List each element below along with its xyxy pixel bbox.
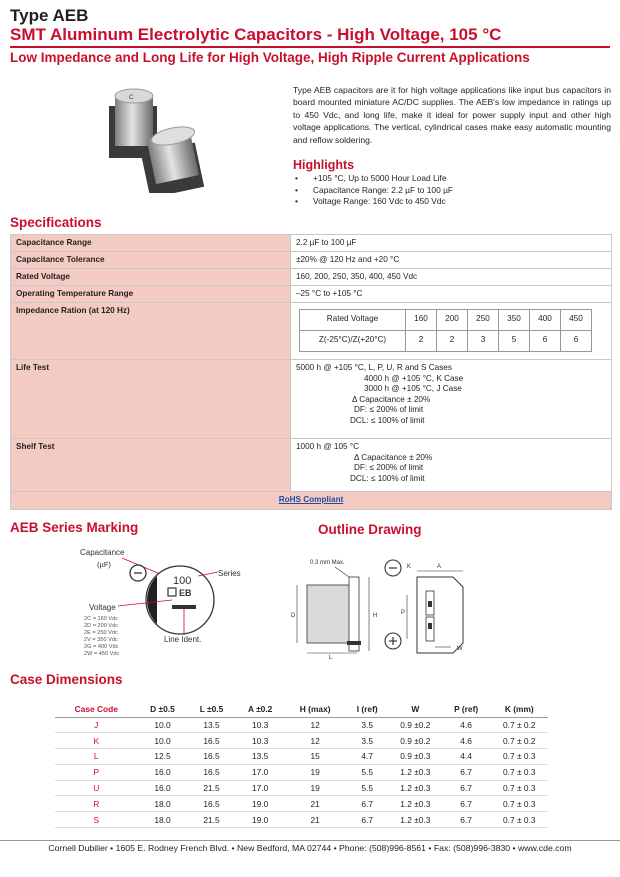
- spec-key: Operating Temperature Range: [11, 286, 291, 303]
- table-cell: 19: [285, 764, 346, 780]
- table-row: [11, 492, 612, 510]
- outline-drawing: [285, 555, 605, 660]
- table-cell: 1.2 ±0.3: [389, 812, 442, 828]
- intro-paragraph: Type AEB capacitors are it for high voltage applications like input bus capacitors in board mounted miniature AC/DC supplies. The AEB's low impedance in ratings up to 450 Vdc, and long life, make it ideal for power supply input and other high voltage applications. The vertical, cylindrical cases make easy automatic mounting and reflow soldering.: [293, 85, 611, 145]
- life-line: DF: ≤ 200% of limit: [354, 405, 424, 415]
- spec-value: 160, 200, 250, 350, 400, 450 Vdc: [291, 269, 612, 286]
- table-cell: 0.7 ± 0.3: [491, 812, 548, 828]
- dim-l: L: [329, 655, 333, 660]
- table-cell: 0.9 ±0.2: [389, 733, 442, 749]
- table-row: [11, 286, 612, 303]
- life-line: 5000 h @ +105 °C, L, P, U, R and S Cases: [296, 363, 452, 372]
- dim-a: A: [437, 564, 442, 570]
- table-row: [55, 764, 548, 780]
- table-cell: 16.5: [187, 733, 235, 749]
- table-row: [11, 269, 612, 286]
- table-cell: 6.7: [442, 812, 491, 828]
- voltage-label: Voltage: [89, 603, 116, 612]
- table-cell: 19.0: [235, 796, 284, 812]
- table-row: [11, 303, 612, 360]
- table-cell: 21.5: [187, 812, 235, 828]
- table-cell: 12: [285, 717, 346, 733]
- column-header: D ±0.5: [138, 701, 188, 717]
- page-subtitle: Low Impedance and Long Life for High Voltage, High Ripple Current Applications: [10, 50, 530, 65]
- table-cell: 18.0: [138, 812, 188, 828]
- table-cell: 4.7: [345, 749, 389, 765]
- rohs-link[interactable]: RoHS Compliant: [278, 495, 344, 504]
- table-cell: 0.7 ± 0.2: [491, 717, 548, 733]
- table-cell: 10.3: [235, 733, 284, 749]
- column-header: A ±0.2: [235, 701, 284, 717]
- voltage-code: 2V = 350 Vdc: [84, 637, 118, 643]
- impedance-head-label: Rated Voltage: [300, 310, 406, 331]
- impedance-voltage: 450: [561, 310, 592, 331]
- column-header: W: [389, 701, 442, 717]
- voltage-code: 2C = 160 Vdc: [84, 616, 119, 622]
- spec-value: ±20% @ 120 Hz and +20 °C: [291, 252, 612, 269]
- table-row: [55, 812, 548, 828]
- impedance-value: 2: [406, 331, 437, 352]
- table-cell: 12: [285, 733, 346, 749]
- table-cell: 0.7 ± 0.3: [491, 780, 548, 796]
- table-cell: 6.7: [442, 780, 491, 796]
- spec-key: Life Test: [11, 360, 291, 439]
- dim-k: K: [407, 564, 412, 570]
- list-item: • +105 °C, Up to 5000 Hour Load Life: [293, 173, 453, 185]
- impedance-voltage: 160: [406, 310, 437, 331]
- column-header: Case Code: [55, 701, 138, 717]
- impedance-voltage: 200: [437, 310, 468, 331]
- table-cell: 0.7 ± 0.3: [491, 749, 548, 765]
- capacitor-photo: [105, 78, 220, 193]
- table-cell: 0.7 ± 0.3: [491, 796, 548, 812]
- highlights-title: Highlights: [293, 158, 355, 172]
- table-cell: 10.0: [138, 733, 188, 749]
- table-row: [11, 360, 612, 439]
- product-type: Type AEB: [10, 6, 89, 25]
- column-header: I (ref): [345, 701, 389, 717]
- table-cell: 3.5: [345, 733, 389, 749]
- dim-h: H: [373, 613, 378, 619]
- life-line: Δ Capacitance ± 20%: [352, 394, 431, 404]
- impedance-value: 3: [468, 331, 499, 352]
- dim-p: P: [401, 610, 406, 616]
- impedance-voltage: 400: [530, 310, 561, 331]
- table-cell: 18.0: [138, 796, 188, 812]
- table-cell: 5.5: [345, 764, 389, 780]
- table-cell: 0.9 ±0.2: [389, 717, 442, 733]
- specifications-table: [10, 234, 612, 510]
- title-underline: [10, 46, 610, 48]
- dim-w: W: [457, 646, 463, 652]
- table-cell: 17.0: [235, 764, 284, 780]
- voltage-code: 2D = 200 Vdc: [84, 623, 119, 629]
- list-item: • Capacitance Range: 2.2 µF to 100 µF: [293, 185, 453, 197]
- table-row: [11, 252, 612, 269]
- dim-d: D: [291, 613, 296, 619]
- spec-value: [291, 439, 612, 492]
- case-bottom-view: [417, 577, 463, 653]
- table-row: [55, 717, 548, 733]
- table-row: [55, 749, 548, 765]
- column-header: P (ref): [442, 701, 491, 717]
- rohs-cell: [11, 492, 612, 510]
- spec-key: Rated Voltage: [11, 269, 291, 286]
- case-code-cell: R: [55, 796, 138, 812]
- voltage-code: 2E = 250 Vdc: [84, 630, 118, 636]
- column-header: H (max): [285, 701, 346, 717]
- spec-value: –25 °C to +105 °C: [291, 286, 612, 303]
- case-dimensions-table: [55, 701, 548, 828]
- page-title: SMT Aluminum Electrolytic Capacitors - High Voltage, 105 °C: [10, 25, 502, 44]
- column-header: K (mm): [491, 701, 548, 717]
- table-cell: 10.0: [138, 717, 188, 733]
- table-row: [300, 310, 592, 331]
- spec-value: [291, 303, 612, 360]
- series-label: Series: [218, 569, 241, 578]
- table-cell: 4.6: [442, 733, 491, 749]
- table-cell: 17.0: [235, 780, 284, 796]
- table-cell: 13.5: [187, 717, 235, 733]
- specifications-title: Specifications: [10, 215, 102, 230]
- table-cell: 0.7 ± 0.2: [491, 733, 548, 749]
- footer: Cornell Dubilier • 1605 E. Rodney French Blvd. • New Bedford, MA 02744 • Phone: (508)996-8561 • Fax: (508)996-3830 • www.cde.com: [48, 843, 572, 853]
- marking-diagram: [60, 542, 270, 667]
- table-header-row: [55, 701, 548, 717]
- table-cell: 16.5: [187, 749, 235, 765]
- life-line: DCL: ≤ 100% of limit: [350, 415, 425, 425]
- list-item: • Voltage Range: 160 Vdc to 450 Vdc: [293, 196, 453, 208]
- max-note: 0.3 mm Max.: [310, 560, 345, 566]
- voltage-code: 2G = 400 Vdc: [84, 644, 119, 650]
- capacitance-unit: (µF): [97, 560, 111, 569]
- impedance-value: 2: [437, 331, 468, 352]
- table-row: [55, 733, 548, 749]
- capacitance-label: Capacitance: [80, 548, 125, 557]
- spec-key: Capacitance Tolerance: [11, 252, 291, 269]
- table-cell: 16.0: [138, 780, 188, 796]
- table-cell: 16.0: [138, 764, 188, 780]
- case-code-cell: U: [55, 780, 138, 796]
- outline-title: Outline Drawing: [318, 522, 422, 537]
- impedance-row-label: Z(-25°C)/Z(+20°C): [300, 331, 406, 352]
- table-cell: 1.2 ±0.3: [389, 764, 442, 780]
- column-header: L ±0.5: [187, 701, 235, 717]
- table-row: [300, 331, 592, 352]
- life-line: 4000 h @ +105 °C, K Case: [364, 373, 464, 383]
- case-code-cell: J: [55, 717, 138, 733]
- table-cell: 13.5: [235, 749, 284, 765]
- table-cell: 4.6: [442, 717, 491, 733]
- table-cell: 1.2 ±0.3: [389, 796, 442, 812]
- table-row: [55, 780, 548, 796]
- spec-value: [291, 360, 612, 439]
- table-cell: 15: [285, 749, 346, 765]
- marking-title: AEB Series Marking: [10, 520, 139, 535]
- impedance-voltage: 250: [468, 310, 499, 331]
- impedance-voltage: 350: [499, 310, 530, 331]
- marking-value: 100: [173, 575, 192, 587]
- table-cell: 0.7 ± 0.3: [491, 764, 548, 780]
- table-cell: 21: [285, 812, 346, 828]
- table-row: [55, 796, 548, 812]
- shelf-line: 1000 h @ 105 °C: [296, 442, 360, 451]
- table-cell: 16.5: [187, 796, 235, 812]
- table-cell: 4.4: [442, 749, 491, 765]
- voltage-code: 2W = 450 Vdc: [84, 651, 120, 657]
- spec-key: Impedance Ration (at 120 Hz): [11, 303, 291, 360]
- spec-key: Shelf Test: [11, 439, 291, 492]
- line-ident-bar: [172, 605, 196, 609]
- impedance-value: 6: [561, 331, 592, 352]
- table-cell: 5.5: [345, 780, 389, 796]
- shelf-line: DF: ≤ 200% of limit: [354, 463, 424, 473]
- case-dimensions-title: Case Dimensions: [10, 672, 123, 687]
- table-cell: 1.2 ±0.3: [389, 780, 442, 796]
- table-cell: 3.5: [345, 717, 389, 733]
- table-row: [11, 235, 612, 252]
- marking-code: EB: [179, 588, 192, 598]
- impedance-value: 6: [530, 331, 561, 352]
- table-cell: 6.7: [442, 764, 491, 780]
- table-cell: 12.5: [138, 749, 188, 765]
- table-cell: 19: [285, 780, 346, 796]
- line-ident-label: Line Ident.: [164, 635, 202, 644]
- highlights-list: [293, 173, 453, 208]
- impedance-value: 5: [499, 331, 530, 352]
- shelf-line: DCL: ≤ 100% of limit: [350, 473, 425, 483]
- impedance-table: [299, 309, 592, 352]
- table-cell: 21: [285, 796, 346, 812]
- case-code-cell: S: [55, 812, 138, 828]
- table-cell: 6.7: [345, 812, 389, 828]
- polarity-band: [147, 576, 157, 624]
- table-cell: 6.7: [345, 796, 389, 812]
- table-cell: 10.3: [235, 717, 284, 733]
- spec-key: Capacitance Range: [11, 235, 291, 252]
- svg-text:C: C: [129, 95, 134, 101]
- table-cell: 16.5: [187, 764, 235, 780]
- table-cell: 0.9 ±0.3: [389, 749, 442, 765]
- shelf-line: Δ Capacitance ± 20%: [354, 452, 433, 462]
- case-code-cell: P: [55, 764, 138, 780]
- case-code-cell: L: [55, 749, 138, 765]
- table-cell: 19.0: [235, 812, 284, 828]
- spec-value: 2.2 µF to 100 µF: [291, 235, 612, 252]
- table-row: [11, 439, 612, 492]
- table-cell: 6.7: [442, 796, 491, 812]
- life-line: 3000 h @ +105 °C, J Case: [364, 384, 462, 394]
- table-cell: 21.5: [187, 780, 235, 796]
- case-code-cell: K: [55, 733, 138, 749]
